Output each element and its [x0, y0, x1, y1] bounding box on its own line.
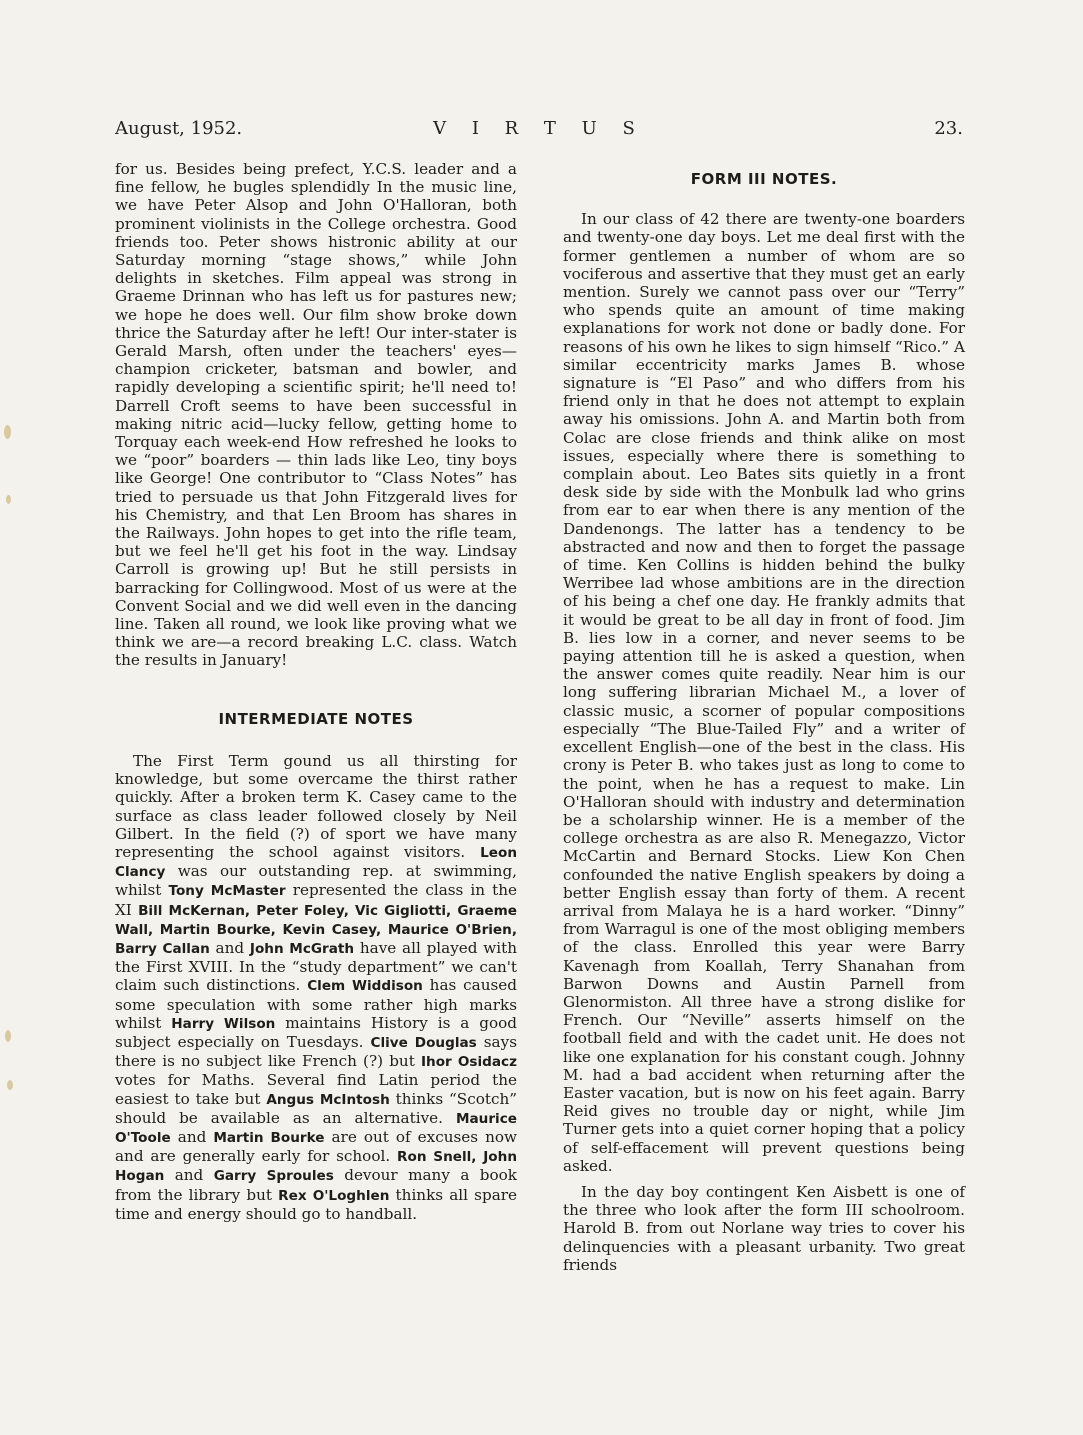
form-iii-paragraph-2: In the day boy contingent Ken Aisbett is one of the three who look after the form III schoolroom. Harold B. from out Norlane way tries to cover his delinquencies with a pleasant urbanity. Two great friends	[563, 1182, 965, 1274]
paper-speck	[7, 1080, 13, 1090]
student-name: Martin Bourke	[213, 1129, 325, 1146]
right-column	[563, 160, 965, 1274]
student-name: Tony McMaster	[168, 883, 286, 900]
student-name: Bill McKernan, Peter Foley, Vic Gigliotti, Graeme Wall, Martin Bourke, Kevin Casey, Maurice O'Brien, Barry Callan	[115, 902, 517, 957]
text-run: and	[209, 938, 250, 957]
header-page-number: 23.	[934, 118, 963, 139]
continued-paragraph: for us. Besides being prefect, Y.C.S. leader and a fine fellow, he bugles splendidly In the music line, we have Peter Alsop and John O'Halloran, both prominent violinists in the College orchestra. Good friends too. Peter shows histronic ability at our Saturday morning “stage shows,” while John delights in sketches. Film appeal was strong in Graeme Drinnan who has left us for pastures new; we hope he does well. Our film show broke down thrice the Saturday after he left! Our inter-stater is Gerald Marsh, often under the teachers' eyes—champion cricketer, batsman and bowler, and rapidly developing a scientific spirit; he'll need to! Darrell Croft seems to have been successful in making nitric acid—lucky fellow, getting home to Torquay each week-end How refreshed he looks to we “poor” boarders — thin lads like Leo, tiny boys like George! One contributor to “Class Notes” has tried to persuade us that John Fitzgerald lives for his Chemistry, and that Len Broom has shares in the Railways. John hopes to get into the rifle team, but we feel he'll get his foot in the way. Lindsay Carroll is growing up! But he still persists in barracking for Collingwood. Most of us were at the Convent Social and we did well even in the dancing line. Taken all round, we look like proving what we think we are—a record breaking L.C. class. Watch the results in January!	[115, 160, 517, 670]
student-name: John McGrath	[249, 940, 355, 957]
student-name: Rex O'Loghlen	[278, 1187, 390, 1204]
student-name: Ron Snell, John Hogan	[115, 1149, 518, 1185]
header-title: V I R T U S	[433, 118, 645, 139]
intermediate-notes-paragraph	[115, 752, 517, 1223]
text-run: have all played with the First XVIII. In the “study department” we can't claim such distinctions.	[115, 938, 518, 995]
page-header	[115, 118, 963, 148]
text-run: and	[164, 1166, 214, 1185]
text-run: has caused some speculation with some rather high marks whilst	[115, 976, 517, 1032]
paper-speck	[6, 495, 11, 504]
student-name: Maurice O'Toole	[115, 1110, 517, 1146]
student-name: Garry Sproules	[213, 1168, 334, 1185]
text-run: devour many a book from the library but	[115, 1166, 517, 1204]
student-name: Clem Widdison	[307, 978, 423, 995]
paper-speck	[4, 425, 11, 439]
text-run: votes for Maths. Several find Latin period the easiest to take but	[115, 1071, 517, 1108]
text-run: The First Term gound us all thirsting for knowledge, but some overcame the thirst rather quickly. After a broken term K. Casey came to the surface as class leader followed closely by Neil Gilbert. In the field (?) of sport we have many representing the school against visitors.	[115, 751, 517, 861]
text-run: are out of excuses now and are generally early for school.	[115, 1127, 517, 1166]
left-column	[115, 160, 517, 1223]
text-run: says there is no subject like French (?) but	[115, 1032, 517, 1071]
form-iii-notes-heading: FORM III NOTES.	[690, 170, 838, 188]
student-name: Harry Wilson	[171, 1015, 276, 1032]
form-iii-paragraph-1: In our class of 42 there are twenty-one boarders and twenty-one day boys. Let me deal first with the former gentlemen a number of whom are so vociferous and assertive that they must get an early mention. Surely we cannot pass over our “Terry” who spends quite an amount of time making explanations for work not done or badly done. For reasons of his own he likes to sign himself “Rico.” A similar eccentricity marks James B. whose signature is “El Paso” and who differs from his friend only in that he does not attempt to explain away his omissions. John A. and Martin both from Colac are close friends and think alike on most issues, especially where there is something to complain about. Leo Bates sits quietly in a front desk side by side with the Monbulk lad who grins from ear to ear when there is any mention of the Dandenongs. The latter has a tendency to be abstracted and now and then to forget the passage of time. Ken Collins is hidden behind the bulky Werribee lad whose ambitions are in the direction of his being a chef one day. He frankly admits that it would be great to be all day in front of food. Jim B. lies low in a corner, and never seems to be paying attention till he is asked a question, when the answer comes quite readily. Near him is our long suffering librarian Michael M., a lover of classic music, a scorner of popular compositions especially “The Blue-Tailed Fly” and a writer of excellent English—one of the best in the class. His crony is Peter B. who takes just as long to come to the point, when he has a request to make. Lin O'Halloran should with industry and determination be a scholarship winner. He is a member of the college orchestra as are also R. Menegazzo, Victor McCartin and Bernard Stocks. Liew Kon Chen confounded the native English speakers by doing a better English essay than forty of them. A recent arrival from Malaya he is a hard worker. “Dinny” from Warragul is one of the most obliging members of the class. Enrolled this year were Barry Kavenagh from Koallah, Terry Shanahan from Barwon Downs and Austin Parnell from Glenormiston. All three have a strong dislike for French. Our “Neville” asserts himself on the football field and with the cadet unit. He does not like one explanation for his constant cough. Johnny M. had a bad accident when returning after the Easter vacation, but is now on his feet again. Barry Reid gives no trouble day or night, while Jim Turner gets into a quiet corner hoping that a policy of self-effacement will prevent questions being asked.	[563, 210, 965, 1175]
text-run: represented the class in the XI	[115, 881, 517, 919]
text-run: thinks “Scotch” should be available as an alternative.	[115, 1089, 518, 1127]
text-run: was our outstanding rep. at swimming, whilst	[115, 862, 517, 900]
student-name: Ihor Osidacz	[420, 1054, 517, 1071]
text-run: and	[170, 1127, 214, 1146]
student-name: Leon Clancy	[115, 844, 517, 881]
student-name: Angus McIntosh	[266, 1091, 390, 1108]
text-run: maintains History is a good subject especially on Tuesdays.	[115, 1013, 517, 1051]
text-run: thinks all spare time and energy should go to handball.	[115, 1185, 518, 1223]
student-name: Clive Douglas	[370, 1034, 477, 1051]
paper-speck	[5, 1030, 11, 1042]
header-date: August, 1952.	[115, 118, 243, 139]
intermediate-notes-heading: INTERMEDIATE NOTES	[218, 709, 414, 728]
